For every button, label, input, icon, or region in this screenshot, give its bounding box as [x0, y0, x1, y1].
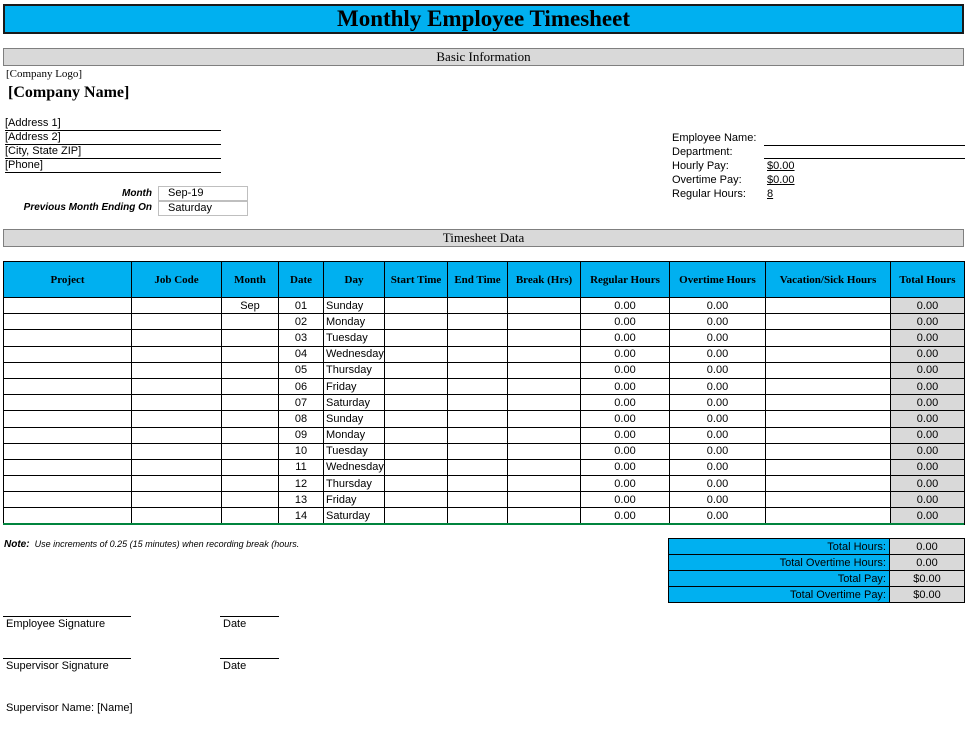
- company-logo-placeholder[interactable]: [Company Logo]: [6, 68, 83, 80]
- summary-row: [669, 555, 965, 571]
- start-time-cell[interactable]: [385, 411, 448, 427]
- end-time-cell[interactable]: [448, 427, 508, 443]
- overtime-pay-value[interactable]: $0.00: [767, 174, 795, 186]
- col-end-time: End Time: [448, 262, 508, 298]
- job-code-cell[interactable]: [132, 314, 222, 330]
- end-time-cell[interactable]: [448, 411, 508, 427]
- previous-month-ending-label: Previous Month Ending On: [23, 202, 152, 213]
- col-vacation-sick-hours: Vacation/Sick Hours: [766, 262, 891, 298]
- day-cell[interactable]: Wednesday: [324, 459, 385, 475]
- table-row: [4, 492, 965, 508]
- start-time-cell[interactable]: [385, 508, 448, 524]
- vacation-sick-cell[interactable]: [766, 459, 891, 475]
- month-cell[interactable]: [222, 508, 279, 524]
- end-time-cell[interactable]: [448, 459, 508, 475]
- regular-hours-cell[interactable]: 0.00: [581, 378, 670, 394]
- summary-value: 0.00: [890, 555, 965, 571]
- vacation-sick-cell[interactable]: [766, 476, 891, 492]
- regular-hours-cell[interactable]: 0.00: [581, 411, 670, 427]
- regular-hours-cell[interactable]: 0.00: [581, 330, 670, 346]
- end-time-cell[interactable]: [448, 476, 508, 492]
- break-cell[interactable]: [508, 314, 581, 330]
- summary-row: [669, 587, 965, 603]
- table-row: [4, 395, 965, 411]
- regular-hours-cell[interactable]: 0.00: [581, 492, 670, 508]
- vacation-sick-cell[interactable]: [766, 492, 891, 508]
- vacation-sick-cell[interactable]: [766, 330, 891, 346]
- table-row: [4, 298, 965, 314]
- col-month: Month: [222, 262, 279, 298]
- vacation-sick-cell[interactable]: [766, 508, 891, 524]
- vacation-sick-cell[interactable]: [766, 443, 891, 459]
- day-cell[interactable]: Thursday: [324, 476, 385, 492]
- overtime-hours-cell[interactable]: 0.00: [670, 508, 766, 524]
- date-cell[interactable]: 11: [279, 459, 324, 475]
- basic-information-header: Basic Information: [3, 48, 964, 66]
- end-time-cell[interactable]: [448, 346, 508, 362]
- start-time-cell[interactable]: [385, 346, 448, 362]
- project-cell[interactable]: [4, 443, 132, 459]
- date-cell[interactable]: 12: [279, 476, 324, 492]
- supervisor-date-label: Date: [223, 660, 247, 672]
- table-row: [4, 346, 965, 362]
- job-code-cell[interactable]: [132, 346, 222, 362]
- table-row: [4, 476, 965, 492]
- summary-label: Total Hours:: [669, 539, 890, 555]
- date-cell[interactable]: 07: [279, 395, 324, 411]
- employee-date-label: Date: [223, 618, 247, 630]
- date-cell[interactable]: 10: [279, 443, 324, 459]
- total-hours-cell: 0.00: [891, 378, 965, 394]
- total-hours-cell: 0.00: [891, 508, 965, 524]
- city-state-zip-field[interactable]: [City, State ZIP]: [5, 145, 221, 159]
- col-overtime-hours: Overtime Hours: [670, 262, 766, 298]
- col-break: Break (Hrs): [508, 262, 581, 298]
- employee-signature-label: Employee Signature: [6, 618, 106, 630]
- summary-value: 0.00: [890, 539, 965, 555]
- vacation-sick-cell[interactable]: [766, 427, 891, 443]
- overtime-hours-cell[interactable]: 0.00: [670, 314, 766, 330]
- overtime-hours-cell[interactable]: 0.00: [670, 298, 766, 314]
- overtime-hours-cell[interactable]: 0.00: [670, 492, 766, 508]
- project-cell[interactable]: [4, 411, 132, 427]
- date-cell[interactable]: 13: [279, 492, 324, 508]
- supervisor-date-line[interactable]: [220, 658, 279, 659]
- day-cell[interactable]: Friday: [324, 378, 385, 394]
- project-cell[interactable]: [4, 395, 132, 411]
- break-cell[interactable]: [508, 298, 581, 314]
- supervisor-signature-label: Supervisor Signature: [6, 660, 109, 672]
- project-cell[interactable]: [4, 314, 132, 330]
- month-cell[interactable]: [222, 476, 279, 492]
- overtime-hours-cell[interactable]: 0.00: [670, 378, 766, 394]
- department-label: Department:: [672, 146, 733, 158]
- month-cell[interactable]: [222, 443, 279, 459]
- summary-label: Total Overtime Pay:: [669, 587, 890, 603]
- break-note: [4, 539, 299, 550]
- regular-hours-cell[interactable]: 0.00: [581, 298, 670, 314]
- break-cell[interactable]: [508, 492, 581, 508]
- col-start-time: Start Time: [385, 262, 448, 298]
- day-cell[interactable]: Saturday: [324, 395, 385, 411]
- regular-hours-cell[interactable]: 0.00: [581, 395, 670, 411]
- break-cell[interactable]: [508, 508, 581, 524]
- date-cell[interactable]: 04: [279, 346, 324, 362]
- summary-row: [669, 571, 965, 587]
- day-cell[interactable]: Tuesday: [324, 443, 385, 459]
- vacation-sick-cell[interactable]: [766, 378, 891, 394]
- start-time-cell[interactable]: [385, 314, 448, 330]
- total-hours-cell: 0.00: [891, 427, 965, 443]
- job-code-cell[interactable]: [132, 298, 222, 314]
- month-cell[interactable]: [222, 314, 279, 330]
- job-code-cell[interactable]: [132, 427, 222, 443]
- date-cell[interactable]: 06: [279, 378, 324, 394]
- table-row: [4, 378, 965, 394]
- total-hours-cell: 0.00: [891, 443, 965, 459]
- date-cell[interactable]: 08: [279, 411, 324, 427]
- break-cell[interactable]: [508, 459, 581, 475]
- employee-signature-line[interactable]: [3, 616, 131, 617]
- timesheet-data-header: Timesheet Data: [3, 229, 964, 247]
- employee-date-line[interactable]: [220, 616, 279, 617]
- job-code-cell[interactable]: [132, 395, 222, 411]
- project-cell[interactable]: [4, 298, 132, 314]
- total-hours-cell: 0.00: [891, 492, 965, 508]
- table-row: [4, 459, 965, 475]
- note-label: Note:: [4, 539, 30, 550]
- project-cell[interactable]: [4, 492, 132, 508]
- day-cell[interactable]: Tuesday: [324, 330, 385, 346]
- start-time-cell[interactable]: [385, 378, 448, 394]
- day-cell[interactable]: Sunday: [324, 411, 385, 427]
- table-row: [4, 427, 965, 443]
- break-cell[interactable]: [508, 362, 581, 378]
- regular-hours-label: Regular Hours:: [672, 188, 746, 200]
- start-time-cell[interactable]: [385, 459, 448, 475]
- end-time-cell[interactable]: [448, 330, 508, 346]
- start-time-cell[interactable]: [385, 330, 448, 346]
- page-title: Monthly Employee Timesheet: [3, 4, 964, 34]
- start-time-cell[interactable]: [385, 443, 448, 459]
- summary-label: Total Pay:: [669, 571, 890, 587]
- total-hours-cell: 0.00: [891, 411, 965, 427]
- day-cell[interactable]: Thursday: [324, 362, 385, 378]
- month-cell[interactable]: Sep: [222, 298, 279, 314]
- month-cell[interactable]: [222, 427, 279, 443]
- col-day: Day: [324, 262, 385, 298]
- employee-name-field[interactable]: [764, 145, 965, 146]
- job-code-cell[interactable]: [132, 443, 222, 459]
- overtime-pay-label: Overtime Pay:: [672, 174, 742, 186]
- day-cell[interactable]: Sunday: [324, 298, 385, 314]
- start-time-cell[interactable]: [385, 476, 448, 492]
- regular-hours-value[interactable]: 8: [767, 188, 774, 200]
- end-time-cell[interactable]: [448, 508, 508, 524]
- project-cell[interactable]: [4, 459, 132, 475]
- date-cell[interactable]: 05: [279, 362, 324, 378]
- overtime-hours-cell[interactable]: 0.00: [670, 443, 766, 459]
- regular-hours-cell[interactable]: 0.00: [581, 346, 670, 362]
- total-hours-cell: 0.00: [891, 314, 965, 330]
- project-cell[interactable]: [4, 378, 132, 394]
- total-hours-cell: 0.00: [891, 476, 965, 492]
- summary-table: [668, 538, 965, 603]
- job-code-cell[interactable]: [132, 330, 222, 346]
- job-code-cell[interactable]: [132, 492, 222, 508]
- project-cell[interactable]: [4, 476, 132, 492]
- day-cell[interactable]: Wednesday: [324, 346, 385, 362]
- table-row: [4, 411, 965, 427]
- vacation-sick-cell[interactable]: [766, 298, 891, 314]
- month-cell[interactable]: [222, 411, 279, 427]
- vacation-sick-cell[interactable]: [766, 362, 891, 378]
- overtime-hours-cell[interactable]: 0.00: [670, 362, 766, 378]
- summary-value: $0.00: [890, 571, 965, 587]
- start-time-cell[interactable]: [385, 427, 448, 443]
- overtime-hours-cell[interactable]: 0.00: [670, 411, 766, 427]
- regular-hours-cell[interactable]: 0.00: [581, 443, 670, 459]
- break-cell[interactable]: [508, 411, 581, 427]
- month-cell[interactable]: [222, 395, 279, 411]
- vacation-sick-cell[interactable]: [766, 395, 891, 411]
- project-cell[interactable]: [4, 508, 132, 524]
- company-name[interactable]: [Company Name]: [8, 84, 130, 101]
- project-cell[interactable]: [4, 346, 132, 362]
- regular-hours-cell[interactable]: 0.00: [581, 314, 670, 330]
- start-time-cell[interactable]: [385, 298, 448, 314]
- table-row: [4, 443, 965, 459]
- date-cell[interactable]: 02: [279, 314, 324, 330]
- end-time-cell[interactable]: [448, 362, 508, 378]
- col-date: Date: [279, 262, 324, 298]
- end-time-cell[interactable]: [448, 492, 508, 508]
- address-2-field[interactable]: [Address 2]: [5, 131, 221, 145]
- project-cell[interactable]: [4, 362, 132, 378]
- summary-value: $0.00: [890, 587, 965, 603]
- job-code-cell[interactable]: [132, 459, 222, 475]
- hourly-pay-label: Hourly Pay:: [672, 160, 729, 172]
- total-hours-cell: 0.00: [891, 395, 965, 411]
- table-bottom-divider: [3, 523, 964, 525]
- month-label: Month: [122, 188, 152, 199]
- break-cell[interactable]: [508, 330, 581, 346]
- supervisor-name[interactable]: Supervisor Name: [Name]: [6, 702, 133, 714]
- break-cell[interactable]: [508, 395, 581, 411]
- start-time-cell[interactable]: [385, 395, 448, 411]
- overtime-hours-cell[interactable]: 0.00: [670, 476, 766, 492]
- overtime-hours-cell[interactable]: 0.00: [670, 427, 766, 443]
- break-cell[interactable]: [508, 346, 581, 362]
- date-cell[interactable]: 03: [279, 330, 324, 346]
- day-cell[interactable]: Friday: [324, 492, 385, 508]
- job-code-cell[interactable]: [132, 362, 222, 378]
- month-cell[interactable]: [222, 362, 279, 378]
- regular-hours-cell[interactable]: 0.00: [581, 508, 670, 524]
- break-cell[interactable]: [508, 443, 581, 459]
- overtime-hours-cell[interactable]: 0.00: [670, 346, 766, 362]
- col-total-hours: Total Hours: [891, 262, 965, 298]
- month-cell[interactable]: [222, 346, 279, 362]
- start-time-cell[interactable]: [385, 492, 448, 508]
- start-time-cell[interactable]: [385, 362, 448, 378]
- job-code-cell[interactable]: [132, 411, 222, 427]
- col-project: Project: [4, 262, 132, 298]
- col-regular-hours: Regular Hours: [581, 262, 670, 298]
- supervisor-signature-line[interactable]: [3, 658, 131, 659]
- job-code-cell[interactable]: [132, 378, 222, 394]
- overtime-hours-cell[interactable]: 0.00: [670, 330, 766, 346]
- table-row: [4, 508, 965, 524]
- total-hours-cell: 0.00: [891, 298, 965, 314]
- hourly-pay-value[interactable]: $0.00: [767, 160, 795, 172]
- end-time-cell[interactable]: [448, 443, 508, 459]
- break-cell[interactable]: [508, 378, 581, 394]
- note-text: Use increments of 0.25 (15 minutes) when recording break (hours.: [34, 539, 300, 549]
- table-row: [4, 314, 965, 330]
- vacation-sick-cell[interactable]: [766, 314, 891, 330]
- day-cell[interactable]: Saturday: [324, 508, 385, 524]
- total-hours-cell: 0.00: [891, 346, 965, 362]
- vacation-sick-cell[interactable]: [766, 411, 891, 427]
- project-cell[interactable]: [4, 427, 132, 443]
- timesheet-body: [4, 298, 965, 525]
- date-cell[interactable]: 01: [279, 298, 324, 314]
- total-hours-cell: 0.00: [891, 459, 965, 475]
- table-row: [4, 330, 965, 346]
- phone-field[interactable]: [Phone]: [5, 159, 221, 173]
- month-cell[interactable]: [222, 459, 279, 475]
- date-cell[interactable]: 14: [279, 508, 324, 524]
- month-cell[interactable]: [222, 378, 279, 394]
- project-cell[interactable]: [4, 330, 132, 346]
- job-code-cell[interactable]: [132, 476, 222, 492]
- address-1-field[interactable]: [Address 1]: [5, 117, 221, 131]
- date-cell[interactable]: 09: [279, 427, 324, 443]
- break-cell[interactable]: [508, 427, 581, 443]
- summary-row: [669, 539, 965, 555]
- end-time-cell[interactable]: [448, 314, 508, 330]
- day-cell[interactable]: Monday: [324, 427, 385, 443]
- regular-hours-cell[interactable]: 0.00: [581, 459, 670, 475]
- end-time-cell[interactable]: [448, 378, 508, 394]
- overtime-hours-cell[interactable]: 0.00: [670, 395, 766, 411]
- break-cell[interactable]: [508, 476, 581, 492]
- regular-hours-cell[interactable]: 0.00: [581, 476, 670, 492]
- end-time-cell[interactable]: [448, 395, 508, 411]
- vacation-sick-cell[interactable]: [766, 346, 891, 362]
- job-code-cell[interactable]: [132, 508, 222, 524]
- summary-label: Total Overtime Hours:: [669, 555, 890, 571]
- timesheet-header-row: [4, 262, 965, 298]
- end-time-cell[interactable]: [448, 298, 508, 314]
- regular-hours-cell[interactable]: 0.00: [581, 427, 670, 443]
- timesheet-table: [3, 261, 965, 525]
- col-job-code: Job Code: [132, 262, 222, 298]
- month-cell[interactable]: [222, 492, 279, 508]
- employee-name-label: Employee Name:: [672, 132, 757, 144]
- table-row: [4, 362, 965, 378]
- regular-hours-cell[interactable]: 0.00: [581, 362, 670, 378]
- month-cell[interactable]: [222, 330, 279, 346]
- previous-month-ending-value[interactable]: Saturday: [158, 201, 248, 216]
- overtime-hours-cell[interactable]: 0.00: [670, 459, 766, 475]
- total-hours-cell: 0.00: [891, 330, 965, 346]
- month-input[interactable]: Sep-19: [158, 186, 248, 201]
- total-hours-cell: 0.00: [891, 362, 965, 378]
- day-cell[interactable]: Monday: [324, 314, 385, 330]
